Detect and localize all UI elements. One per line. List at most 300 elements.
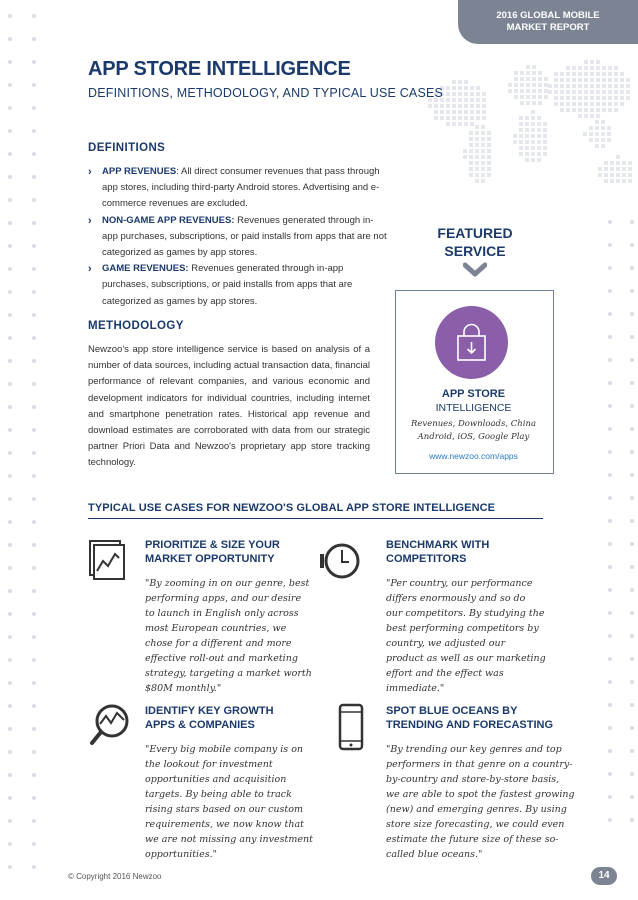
- case-title-line: COMPETITORS: [386, 553, 467, 565]
- map-dot: [572, 108, 576, 112]
- map-dot: [482, 92, 486, 96]
- featured-desc-line1: Revenues, Downloads, China: [410, 419, 537, 429]
- map-dot: [487, 137, 491, 141]
- map-dot: [537, 134, 541, 138]
- map-dot: [589, 132, 593, 136]
- decorative-dot: [608, 289, 612, 293]
- map-dot: [531, 128, 535, 132]
- case-title-line: MARKET OPPORTUNITY: [145, 553, 275, 565]
- map-dot: [446, 92, 450, 96]
- decorative-dot: [8, 589, 12, 593]
- map-dot: [607, 132, 611, 136]
- map-dot: [596, 114, 600, 118]
- decorative-dot: [608, 680, 612, 684]
- left-dot-pattern: [8, 0, 48, 900]
- case-title-line: PRIORITIZE & SIZE YOUR: [145, 539, 280, 551]
- map-dot: [481, 179, 485, 183]
- map-dot: [572, 66, 576, 70]
- quote-line: most European countries, we: [145, 623, 287, 634]
- quote-line: targets. By being able to track: [145, 789, 292, 800]
- map-dot: [526, 71, 530, 75]
- map-dot: [538, 89, 542, 93]
- decorative-dot: [32, 359, 36, 363]
- map-dot: [566, 108, 570, 112]
- decorative-dot: [608, 266, 612, 270]
- map-dot: [452, 122, 456, 126]
- quote-line: requirements, we now know that: [145, 819, 304, 830]
- decorative-dot: [608, 772, 612, 776]
- map-dot: [519, 152, 523, 156]
- map-dot: [452, 116, 456, 120]
- decorative-dot: [630, 427, 634, 431]
- map-dot: [446, 116, 450, 120]
- stopwatch-icon: [318, 537, 362, 581]
- map-dot: [446, 98, 450, 102]
- map-dot: [464, 92, 468, 96]
- map-dot: [440, 116, 444, 120]
- definition-term: NON-GAME APP REVENUES:: [102, 214, 235, 226]
- map-dot: [440, 110, 444, 114]
- map-dot: [476, 92, 480, 96]
- map-dot: [595, 144, 599, 148]
- map-dot: [566, 96, 570, 100]
- quote-line: the lookout for investment: [145, 759, 273, 770]
- use-cases-divider: [88, 518, 543, 519]
- map-dot: [464, 116, 468, 120]
- decorative-dot: [32, 497, 36, 501]
- decorative-dot: [8, 543, 12, 547]
- map-dot: [601, 132, 605, 136]
- decorative-dot: [630, 450, 634, 454]
- map-dot: [519, 122, 523, 126]
- definition-term: GAME REVENUES:: [102, 263, 189, 275]
- map-dot: [590, 108, 594, 112]
- quote-line: to launch in English only across: [145, 608, 299, 619]
- map-dot: [537, 116, 541, 120]
- map-dot: [590, 72, 594, 76]
- chevron-down-icon: [463, 262, 487, 278]
- map-dot: [590, 102, 594, 106]
- map-dot: [538, 95, 542, 99]
- decorative-dot: [32, 198, 36, 202]
- map-dot: [578, 78, 582, 82]
- map-dot: [560, 96, 564, 100]
- decorative-dot: [8, 221, 12, 225]
- map-dot: [446, 110, 450, 114]
- map-dot: [452, 104, 456, 108]
- map-dot: [610, 167, 614, 171]
- map-dot: [608, 96, 612, 100]
- map-dot: [464, 80, 468, 84]
- map-dot: [514, 77, 518, 81]
- map-dot: [508, 89, 512, 93]
- decorative-dot: [8, 842, 12, 846]
- map-dot: [508, 83, 512, 87]
- map-dot: [537, 158, 541, 162]
- map-dot: [595, 138, 599, 142]
- map-dot: [602, 96, 606, 100]
- map-dot: [566, 102, 570, 106]
- map-dot: [543, 134, 547, 138]
- decorative-dot: [8, 336, 12, 340]
- decorative-dot: [8, 796, 12, 800]
- map-dot: [610, 173, 614, 177]
- magnifier-trend-icon: [88, 702, 132, 746]
- definition-item: [88, 261, 388, 310]
- quote-line: differs enormously and so do: [386, 593, 526, 604]
- decorative-dot: [8, 865, 12, 869]
- decorative-dot: [32, 727, 36, 731]
- decorative-dot: [630, 381, 634, 385]
- map-dot: [463, 155, 467, 159]
- map-dot: [481, 131, 485, 135]
- map-dot: [566, 66, 570, 70]
- map-dot: [538, 71, 542, 75]
- map-dot: [608, 84, 612, 88]
- decorative-dot: [32, 704, 36, 708]
- map-dot: [434, 110, 438, 114]
- map-dot: [544, 89, 548, 93]
- map-dot: [548, 84, 552, 88]
- map-dot: [607, 126, 611, 130]
- map-dot: [604, 161, 608, 165]
- map-dot: [602, 108, 606, 112]
- map-dot: [604, 179, 608, 183]
- map-dot: [543, 140, 547, 144]
- map-dot: [469, 131, 473, 135]
- map-dot: [532, 95, 536, 99]
- decorative-dot: [8, 152, 12, 156]
- map-dot: [590, 60, 594, 64]
- map-dot: [458, 104, 462, 108]
- map-dot: [469, 155, 473, 159]
- map-dot: [572, 90, 576, 94]
- decorative-dot: [32, 60, 36, 64]
- map-dot: [589, 126, 593, 130]
- map-dot: [616, 155, 620, 159]
- map-dot: [469, 167, 473, 171]
- map-dot: [626, 96, 630, 100]
- map-dot: [590, 66, 594, 70]
- decorative-dot: [8, 750, 12, 754]
- map-dot: [610, 179, 614, 183]
- map-dot: [543, 146, 547, 150]
- case-title-line: IDENTIFY KEY GROWTH: [145, 705, 274, 717]
- map-dot: [596, 90, 600, 94]
- quote-line: performing apps, and our desire: [145, 593, 302, 604]
- decorative-dot: [8, 474, 12, 478]
- decorative-dot: [32, 175, 36, 179]
- quote-line: store size forecasting, we could even: [386, 819, 565, 830]
- map-dot: [520, 77, 524, 81]
- decorative-dot: [32, 589, 36, 593]
- map-dot: [554, 78, 558, 82]
- decorative-dot: [608, 335, 612, 339]
- map-dot: [487, 167, 491, 171]
- map-dot: [572, 102, 576, 106]
- map-dot: [440, 104, 444, 108]
- decorative-dot: [8, 382, 12, 386]
- map-dot: [519, 134, 523, 138]
- map-dot: [481, 143, 485, 147]
- map-dot: [584, 96, 588, 100]
- map-dot: [464, 122, 468, 126]
- map-dot: [452, 86, 456, 90]
- decorative-dot: [32, 474, 36, 478]
- decorative-dot: [32, 152, 36, 156]
- case-title-line: TRENDING AND FORECASTING: [386, 719, 554, 731]
- map-dot: [519, 146, 523, 150]
- decorative-dot: [608, 427, 612, 431]
- decorative-dot: [630, 749, 634, 753]
- map-dot: [532, 65, 536, 69]
- quote-line: called blue oceans.": [386, 849, 483, 860]
- definitions-heading: DEFINITIONS: [88, 142, 166, 154]
- page-number: 14: [591, 867, 617, 885]
- copyright-footer: © Copyright 2016 Newzoo: [68, 872, 162, 881]
- map-dot: [446, 86, 450, 90]
- map-dot: [622, 173, 626, 177]
- map-dot: [608, 108, 612, 112]
- map-dot: [554, 96, 558, 100]
- map-dot: [520, 83, 524, 87]
- map-dot: [476, 104, 480, 108]
- featured-name-line2: INTELLIGENCE: [435, 402, 512, 414]
- map-dot: [610, 161, 614, 165]
- map-dot: [482, 110, 486, 114]
- map-dot: [475, 179, 479, 183]
- map-dot: [458, 116, 462, 120]
- quote-line: immediate.": [386, 683, 445, 694]
- decorative-dot: [608, 542, 612, 546]
- map-dot: [525, 128, 529, 132]
- map-dot: [463, 149, 467, 153]
- map-dot: [532, 77, 536, 81]
- decorative-dot: [608, 795, 612, 799]
- map-dot: [525, 116, 529, 120]
- decorative-dot: [630, 312, 634, 316]
- chevron-right-icon: ›: [88, 214, 92, 227]
- map-dot: [584, 102, 588, 106]
- map-dot: [620, 72, 624, 76]
- definition-text: Revenues generated through in-app purchases, subscriptions, or paid installs from apps that are categorized as games by app stores.: [102, 263, 353, 307]
- map-dot: [519, 128, 523, 132]
- decorative-dot: [8, 14, 12, 18]
- decorative-dot: [8, 106, 12, 110]
- map-dot: [584, 114, 588, 118]
- decorative-dot: [8, 451, 12, 455]
- map-dot: [596, 60, 600, 64]
- decorative-dot: [8, 83, 12, 87]
- map-dot: [514, 83, 518, 87]
- decorative-dot: [32, 658, 36, 662]
- decorative-dot: [32, 382, 36, 386]
- decorative-dot: [32, 83, 36, 87]
- map-dot: [514, 95, 518, 99]
- decorative-dot: [32, 290, 36, 294]
- case-title: [145, 538, 280, 566]
- smartphone-icon: [336, 702, 366, 752]
- map-dot: [572, 84, 576, 88]
- map-dot: [519, 140, 523, 144]
- decorative-dot: [630, 795, 634, 799]
- map-dot: [475, 125, 479, 129]
- map-dot: [520, 95, 524, 99]
- decorative-dot: [630, 243, 634, 247]
- map-dot: [458, 122, 462, 126]
- decorative-dot: [8, 497, 12, 501]
- decorative-dot: [608, 818, 612, 822]
- map-dot: [578, 66, 582, 70]
- map-dot: [525, 122, 529, 126]
- map-dot: [626, 84, 630, 88]
- map-dot: [601, 138, 605, 142]
- map-dot: [476, 116, 480, 120]
- map-dot: [470, 98, 474, 102]
- map-dot: [537, 140, 541, 144]
- map-dot: [596, 84, 600, 88]
- map-dot: [469, 137, 473, 141]
- map-dot: [598, 167, 602, 171]
- quote-line: performers in that genre on a country-: [386, 759, 573, 770]
- quote-line: $80M monthly.": [145, 683, 222, 694]
- map-dot: [464, 104, 468, 108]
- map-dot: [616, 161, 620, 165]
- decorative-dot: [32, 405, 36, 409]
- map-dot: [531, 110, 535, 114]
- map-dot: [543, 122, 547, 126]
- map-dot: [596, 72, 600, 76]
- decorative-dot: [608, 404, 612, 408]
- map-dot: [532, 71, 536, 75]
- map-dot: [538, 77, 542, 81]
- map-dot: [481, 137, 485, 141]
- map-dot: [628, 167, 632, 171]
- map-dot: [531, 140, 535, 144]
- map-dot: [452, 110, 456, 114]
- quote-line: opportunities.": [145, 849, 217, 860]
- map-dot: [531, 158, 535, 162]
- map-dot: [481, 167, 485, 171]
- quote-line: by-country and store-by-store basis,: [386, 774, 560, 785]
- map-dot: [607, 138, 611, 142]
- map-dot: [520, 101, 524, 105]
- map-dot: [616, 167, 620, 171]
- quote-line: we are not missing any investment: [145, 834, 313, 845]
- map-dot: [525, 146, 529, 150]
- map-dot: [628, 161, 632, 165]
- definitions-list: [88, 164, 388, 310]
- map-dot: [596, 96, 600, 100]
- map-dot: [560, 108, 564, 112]
- map-dot: [608, 90, 612, 94]
- decorative-dot: [630, 680, 634, 684]
- map-dot: [554, 90, 558, 94]
- decorative-dot: [8, 60, 12, 64]
- map-dot: [476, 98, 480, 102]
- map-dot: [554, 84, 558, 88]
- map-dot: [470, 86, 474, 90]
- map-dot: [601, 144, 605, 148]
- map-dot: [475, 161, 479, 165]
- decorative-dot: [608, 519, 612, 523]
- map-dot: [589, 138, 593, 142]
- case-title: [386, 538, 489, 566]
- map-dot: [526, 65, 530, 69]
- map-dot: [513, 140, 517, 144]
- map-dot: [566, 78, 570, 82]
- map-dot: [458, 110, 462, 114]
- chevron-right-icon: ›: [88, 263, 92, 276]
- map-dot: [458, 98, 462, 102]
- decorative-dot: [630, 289, 634, 293]
- decorative-dot: [608, 473, 612, 477]
- map-dot: [469, 143, 473, 147]
- map-dot: [614, 66, 618, 70]
- chevron-right-icon: ›: [88, 166, 92, 178]
- definition-text: All direct consumer revenues that pass through app stores, including third-party Android stores. Advertising and e-commerce revenues are excluded.: [102, 166, 380, 210]
- decorative-dot: [32, 819, 36, 823]
- map-dot: [590, 78, 594, 82]
- map-dot: [514, 89, 518, 93]
- map-dot: [628, 179, 632, 183]
- decorative-dot: [8, 129, 12, 133]
- map-dot: [481, 161, 485, 165]
- map-dot: [544, 95, 548, 99]
- map-dot: [470, 110, 474, 114]
- map-dot: [470, 116, 474, 120]
- map-dot: [513, 134, 517, 138]
- map-dot: [464, 110, 468, 114]
- map-dot: [476, 110, 480, 114]
- map-dot: [608, 72, 612, 76]
- decorative-dot: [8, 704, 12, 708]
- decorative-dot: [8, 773, 12, 777]
- decorative-dot: [32, 221, 36, 225]
- decorative-dot: [32, 773, 36, 777]
- decorative-dot: [630, 657, 634, 661]
- map-dot: [481, 149, 485, 153]
- map-dot: [464, 98, 468, 102]
- decorative-dot: [630, 266, 634, 270]
- map-dot: [481, 125, 485, 129]
- decorative-dot: [608, 312, 612, 316]
- map-dot: [608, 78, 612, 82]
- decorative-dot: [608, 588, 612, 592]
- featured-url-link[interactable]: www.newzoo.com/apps: [429, 451, 518, 461]
- quote-line: country, we adjusted our: [386, 638, 506, 649]
- map-dot: [596, 66, 600, 70]
- map-dot: [578, 72, 582, 76]
- quote-line: "By zooming in on our genre, best: [145, 578, 310, 589]
- map-dot: [446, 122, 450, 126]
- quote-line: "Per country, our performance: [386, 578, 533, 589]
- decorative-dot: [8, 428, 12, 432]
- case-quote: [386, 576, 586, 696]
- right-dot-pattern: [600, 220, 638, 840]
- decorative-dot: [32, 267, 36, 271]
- decorative-dot: [8, 520, 12, 524]
- map-dot: [482, 116, 486, 120]
- map-dot: [560, 72, 564, 76]
- decorative-dot: [630, 818, 634, 822]
- report-tab-line1: 2016 GLOBAL MOBILE: [496, 10, 600, 21]
- decorative-dot: [8, 244, 12, 248]
- decorative-dot: [32, 842, 36, 846]
- decorative-dot: [8, 359, 12, 363]
- decorative-dot: [630, 703, 634, 707]
- decorative-dot: [608, 749, 612, 753]
